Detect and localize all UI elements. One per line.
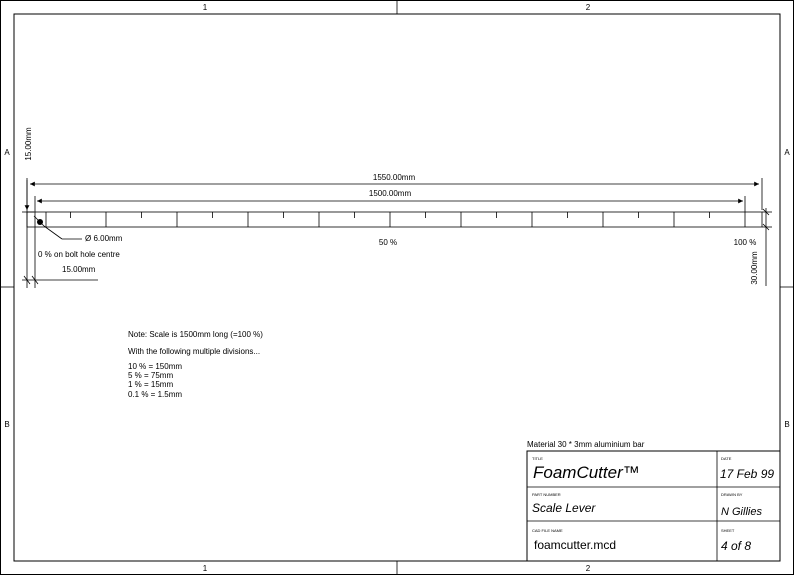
drawn-by-field: N Gillies [721, 506, 762, 518]
title-field-label: TITLE [532, 456, 543, 461]
note-line-2: With the following multiple divisions... [128, 347, 261, 356]
notes [128, 330, 263, 399]
hole-diameter-label: Ø 6.00mm [85, 234, 123, 243]
note-division: 5 % = 75mm [128, 371, 174, 380]
scale-hundred-label: 100 % [733, 238, 757, 247]
zone-row-b-right: B [784, 420, 790, 429]
zone-col-2-top: 2 [585, 3, 591, 12]
scale-lever-bar [27, 208, 762, 229]
date-field: 17 Feb 99 [720, 467, 775, 481]
part-number-label: PART NUMBER [532, 492, 561, 497]
dim-bar-height-label: 15.00mm [24, 127, 33, 161]
dim-overall-length-label: 1550.00mm [372, 173, 416, 182]
cad-file-label: CAD FILE NAME [532, 528, 563, 533]
note-division: 1 % = 15mm [128, 380, 174, 389]
dim-total-width [750, 208, 772, 286]
dim-total-width-label: 30.00mm [750, 251, 759, 285]
zone-row-a-left: A [4, 148, 10, 157]
cad-file-field: foamcutter.mcd [534, 538, 617, 552]
dim-hole-offset-label: 15.00mm [62, 265, 96, 274]
sheet-label: SHEET [721, 528, 735, 533]
note-division: 10 % = 150mm [128, 362, 183, 371]
drawn-by-label: DRAWN BY [721, 492, 743, 497]
scale-fifty-label: 50 % [378, 238, 398, 247]
sheet-field: 4 of 8 [721, 539, 752, 553]
scale-ticks [71, 212, 710, 227]
dim-scale-length [35, 189, 745, 208]
bolt-hole [34, 216, 82, 239]
zone-col-1-bottom: 1 [202, 564, 208, 573]
part-number-field: Scale Lever [532, 501, 596, 515]
zone-row-b-left: B [4, 420, 10, 429]
date-field-label: DATE [721, 456, 732, 461]
zone-col-1-top: 1 [202, 3, 208, 12]
zone-row-a-right: A [784, 148, 790, 157]
title-field: FoamCutter™ [533, 463, 640, 482]
material-note: Material 30 * 3mm aluminium bar [527, 440, 645, 449]
scale-zero-label: 0 % on bolt hole centre [38, 250, 120, 259]
note-line-1: Note: Scale is 1500mm long (=100 %) [128, 330, 263, 339]
dim-bar-height [22, 127, 34, 212]
dim-scale-length-label: 1500.00mm [368, 189, 412, 198]
title-block [527, 440, 780, 561]
zone-col-2-bottom: 2 [585, 564, 591, 573]
zone-labels [4, 3, 790, 573]
note-division: 0.1 % = 1.5mm [128, 390, 183, 399]
